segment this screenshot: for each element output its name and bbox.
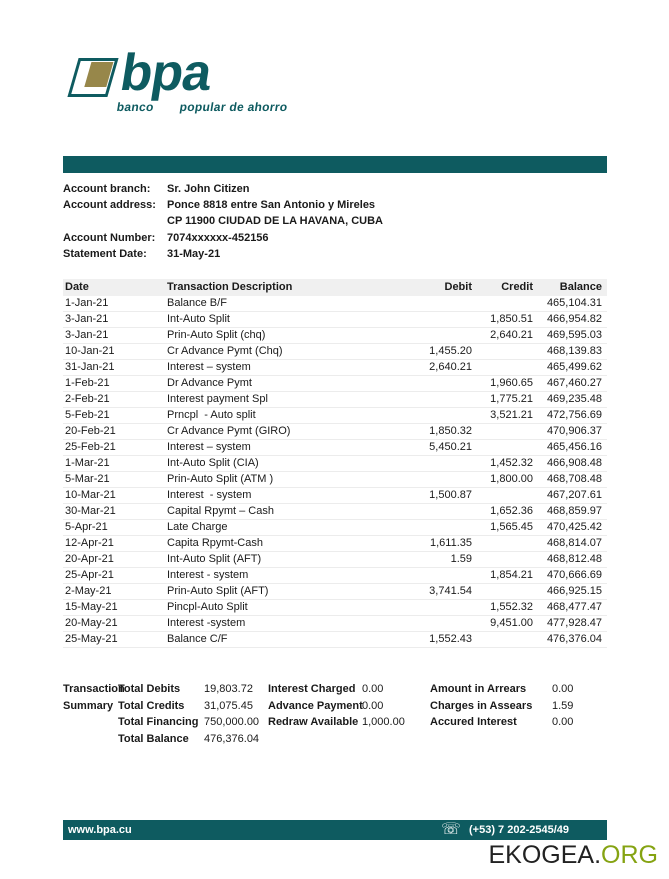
account-field-row <box>63 246 383 262</box>
transaction-rows <box>63 296 607 648</box>
cell-description: Balance B/F <box>167 297 227 309</box>
account-field-value: Ponce 8818 entre San Antonio y Mireles <box>167 199 376 212</box>
account-info <box>63 181 383 262</box>
account-field-label: Account Number: <box>63 231 156 244</box>
summary-item-value: 476,376.04 <box>204 732 260 745</box>
column-header-description: Transaction Description <box>167 281 293 293</box>
column-header-balance: Balance <box>559 281 602 293</box>
cell-date: 1-Jan-21 <box>65 297 109 309</box>
bpa-tagline-banco: banco <box>115 100 155 115</box>
bpa-tagline <box>116 100 289 114</box>
bpa-tagline-popular: popular de ahorro <box>178 100 289 115</box>
cell-description: Prin-Auto Split (AFT) <box>167 585 269 597</box>
cell-date: 5-Apr-21 <box>65 521 108 533</box>
table-row <box>63 488 607 504</box>
cell-date: 31-Jan-21 <box>65 361 115 373</box>
table-row <box>63 600 607 616</box>
table-row <box>63 344 607 360</box>
table-row <box>63 584 607 600</box>
cell-balance: 470,906.37 <box>546 425 602 437</box>
cell-description: Int-Auto Split <box>167 313 230 325</box>
summary-item-label: Interest Charged <box>268 683 356 695</box>
cell-description: Interest - system <box>167 569 249 581</box>
summary-item-value: 31,075.45 <box>204 699 253 712</box>
table-row <box>63 376 607 392</box>
cell-credit: 1,652.36 <box>490 505 533 517</box>
cell-balance: 468,708.48 <box>546 473 602 485</box>
cell-balance: 477,928.47 <box>546 617 602 629</box>
cell-description: Prin-Auto Split (chq) <box>167 329 266 341</box>
account-field-row <box>63 213 383 229</box>
cell-description: Capital Rpymt – Cash <box>167 505 274 517</box>
phone-contact <box>441 822 569 838</box>
cell-date: 5-Mar-21 <box>65 473 110 485</box>
table-row <box>63 504 607 520</box>
summary-title-line2: Summary <box>63 699 114 712</box>
cell-balance: 469,595.03 <box>546 329 602 341</box>
table-row <box>63 408 607 424</box>
cell-credit: 2,640.21 <box>490 329 533 341</box>
account-field-row <box>63 197 383 213</box>
cell-date: 12-Apr-21 <box>65 537 114 549</box>
summary-item-value: 750,000.00 <box>204 716 260 728</box>
table-row <box>63 296 607 312</box>
summary-item-value: 1.59 <box>552 699 574 712</box>
account-field-value: 7074xxxxxx-452156 <box>167 231 269 244</box>
cell-date: 10-Jan-21 <box>65 345 115 357</box>
cell-balance: 466,908.48 <box>546 457 602 469</box>
account-field-label: Statement Date: <box>63 247 147 260</box>
table-row <box>63 616 607 632</box>
column-header-date: Date <box>65 281 89 293</box>
summary-item-value: 0.00 <box>552 716 574 728</box>
cell-description: Prin-Auto Split (ATM ) <box>167 473 274 485</box>
account-field-label: Account address: <box>63 199 156 212</box>
transactions-table <box>63 279 607 648</box>
cell-description: Prncpl - Auto split <box>167 409 256 421</box>
cell-description: Capita Rpymt-Cash <box>167 537 263 549</box>
summary-item-label: Charges in Assears <box>430 699 533 712</box>
table-row <box>63 520 607 536</box>
cell-debit: 1,611.35 <box>429 537 472 549</box>
cell-balance: 472,756.69 <box>546 409 602 421</box>
bpa-logo-type <box>115 44 289 115</box>
cell-date: 20-May-21 <box>65 617 118 629</box>
cell-balance: 469,235.48 <box>546 393 602 405</box>
bpa-tagline-gap <box>153 100 181 114</box>
table-row <box>63 312 607 328</box>
cell-date: 5-Feb-21 <box>65 409 110 421</box>
cell-credit: 1,552.32 <box>490 601 533 613</box>
cell-balance: 466,954.82 <box>546 313 602 325</box>
cell-date: 10-Mar-21 <box>65 489 116 501</box>
table-row <box>63 328 607 344</box>
summary-title <box>63 681 125 747</box>
cell-balance: 467,460.27 <box>546 377 602 389</box>
cell-credit: 1,850.51 <box>490 313 533 325</box>
cell-description: Interest – system <box>167 361 251 373</box>
cell-description: Late Charge <box>167 521 228 533</box>
telephone-icon: ☏ <box>440 821 461 838</box>
table-row <box>63 552 607 568</box>
column-header-debit: Debit <box>444 281 472 293</box>
cell-date: 25-Apr-21 <box>65 569 114 581</box>
cell-description: Int-Auto Split (AFT) <box>167 553 262 565</box>
cell-credit: 9,451.00 <box>490 617 533 629</box>
cell-description: Dr Advance Pymt <box>167 377 252 389</box>
bpa-logo-mark-icon <box>67 58 118 97</box>
table-header <box>63 279 607 296</box>
cell-debit: 1,500.87 <box>429 489 472 501</box>
account-field-row <box>63 181 383 197</box>
phone-number: (+53) 7 202-2545/49 <box>469 824 569 836</box>
cell-description: Interest - system <box>167 489 252 501</box>
website-link[interactable]: www.bpa.cu <box>68 824 132 836</box>
ekogea-watermark[interactable] <box>489 843 659 868</box>
summary-item-value: 0.00 <box>362 683 384 695</box>
column-header-credit: Credit <box>501 281 533 293</box>
cell-balance: 465,104.31 <box>546 297 602 309</box>
summary-item-label: Total Credits <box>118 699 185 712</box>
summary-item-value: 0.00 <box>362 699 384 712</box>
account-field-value: 31-May-21 <box>167 247 221 260</box>
account-field-row <box>63 230 383 246</box>
cell-credit: 1,960.65 <box>490 377 533 389</box>
ekogea-watermark-dark: EKOGEA. <box>488 841 602 869</box>
cell-date: 3-Jan-21 <box>65 329 109 341</box>
summary-item-label: Accured Interest <box>430 716 517 728</box>
summary-item-value: 1,000.00 <box>362 716 405 728</box>
cell-date: 25-Feb-21 <box>65 441 116 453</box>
cell-description: Interest – system <box>167 441 251 453</box>
cell-credit: 1,452.32 <box>490 457 533 469</box>
cell-description: Interest -system <box>167 617 246 629</box>
cell-balance: 468,139.83 <box>546 345 602 357</box>
cell-balance: 470,425.42 <box>546 521 602 533</box>
cell-debit: 1,552.43 <box>429 633 472 645</box>
cell-credit: 1,854.21 <box>490 569 533 581</box>
cell-description: Cr Advance Pymt (Chq) <box>167 345 283 357</box>
summary-interest-group <box>268 681 430 747</box>
account-field-value: Sr. John Citizen <box>167 183 250 195</box>
cell-debit: 3,741.54 <box>429 585 472 597</box>
table-row <box>63 536 607 552</box>
cell-credit: 1,800.00 <box>490 473 533 485</box>
summary-item-label: Advance Payment <box>268 699 363 712</box>
cell-description: Int-Auto Split (CIA) <box>167 457 259 469</box>
footer-bar <box>63 820 607 840</box>
bpa-logo <box>73 44 289 115</box>
cell-date: 1-Mar-21 <box>65 457 110 469</box>
summary-item-value: 19,803.72 <box>204 683 253 695</box>
cell-date: 25-May-21 <box>65 633 118 645</box>
cell-date: 20-Apr-21 <box>65 553 114 565</box>
table-row <box>63 472 607 488</box>
cell-description: Pincpl-Auto Split <box>167 601 248 613</box>
table-row <box>63 424 607 440</box>
summary-item-label: Amount in Arrears <box>430 683 527 695</box>
cell-balance: 468,814.07 <box>546 537 602 549</box>
cell-balance: 470,666.69 <box>546 569 602 581</box>
cell-date: 20-Feb-21 <box>65 425 116 437</box>
cell-date: 2-Feb-21 <box>65 393 110 405</box>
cell-debit: 1.59 <box>450 553 472 565</box>
cell-debit: 2,640.21 <box>429 361 472 373</box>
cell-debit: 5,450.21 <box>429 441 472 453</box>
cell-date: 2-May-21 <box>65 585 112 597</box>
cell-description: Interest payment Spl <box>167 393 268 405</box>
cell-description: Balance C/F <box>167 633 228 645</box>
cell-date: 15-May-21 <box>65 601 118 613</box>
summary-item-label: Total Balance <box>118 732 189 745</box>
transaction-summary <box>63 681 607 747</box>
cell-credit: 3,521.21 <box>490 409 533 421</box>
cell-date: 1-Feb-21 <box>65 377 110 389</box>
cell-balance: 466,925.15 <box>546 585 602 597</box>
cell-debit: 1,850.32 <box>429 425 472 437</box>
cell-debit: 1,455.20 <box>429 345 472 357</box>
cell-balance: 465,456.16 <box>546 441 602 453</box>
cell-credit: 1,565.45 <box>490 521 533 533</box>
summary-item-label: Redraw Available <box>268 716 359 728</box>
summary-arrears-group <box>430 681 607 747</box>
cell-balance: 465,499.62 <box>546 361 602 373</box>
cell-date: 30-Mar-21 <box>65 505 116 517</box>
account-field-label <box>63 213 167 229</box>
table-row <box>63 392 607 408</box>
account-field-label: Account branch: <box>63 183 151 195</box>
cell-balance: 476,376.04 <box>546 633 602 645</box>
table-row <box>63 632 607 648</box>
cell-credit: 1,775.21 <box>490 393 533 405</box>
summary-item-label: Total Debits <box>118 683 181 695</box>
cell-balance: 468,477.47 <box>546 601 602 613</box>
top-divider-bar <box>63 156 607 173</box>
bpa-wordmark: bpa <box>116 44 216 102</box>
table-row <box>63 440 607 456</box>
cell-date: 3-Jan-21 <box>65 313 109 325</box>
summary-title-line1: Transaction <box>63 683 125 695</box>
ekogea-watermark-org: ORG <box>601 841 658 869</box>
cell-description: Cr Advance Pymt (GIRO) <box>167 425 291 437</box>
cell-balance: 468,812.48 <box>546 553 602 565</box>
cell-balance: 467,207.61 <box>546 489 602 501</box>
cell-balance: 468,859.97 <box>546 505 602 517</box>
table-row <box>63 360 607 376</box>
summary-totals-group <box>118 681 268 747</box>
table-row <box>63 456 607 472</box>
summary-item-value: 0.00 <box>552 683 574 695</box>
summary-item-label: Total Financing <box>118 716 199 728</box>
table-row <box>63 568 607 584</box>
account-field-value: CP 11900 CIUDAD DE LA HAVANA, CUBA <box>167 215 383 228</box>
